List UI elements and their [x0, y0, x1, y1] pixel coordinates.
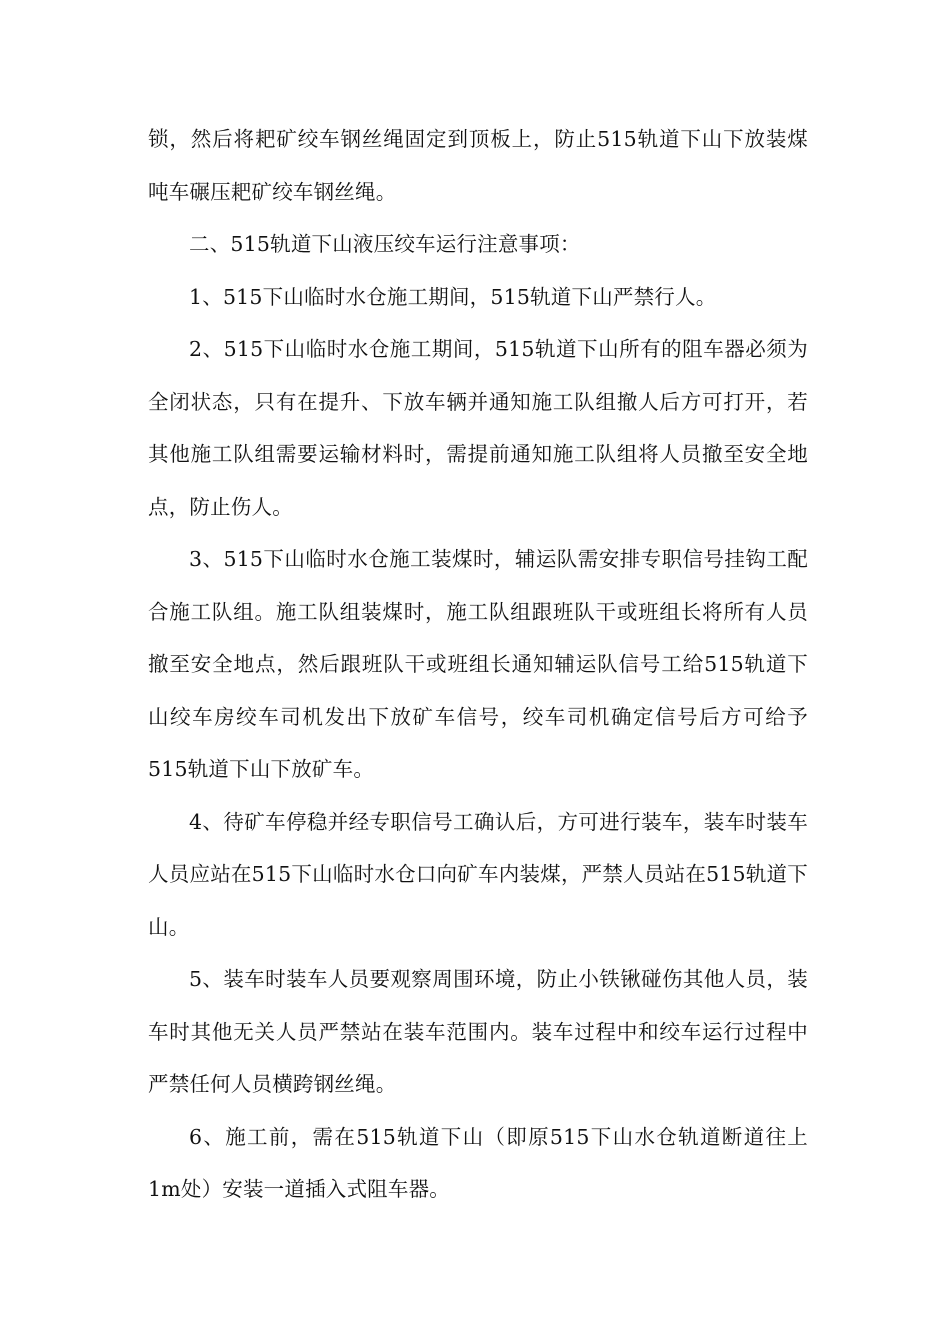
paragraph-item-4: 4、待矿车停稳并经专职信号工确认后，方可进行装车，装车时装车人员应站在515下山临时水仓口向矿车内装煤，严禁人员站在515轨道下山。	[148, 809, 808, 939]
paragraph-item-1: 1、515下山临时水仓施工期间，515轨道下山严禁行人。	[189, 284, 717, 309]
paragraph-continuation: 锁，然后将耙矿绞车钢丝绳固定到顶板上，防止515轨道下山下放装煤吨车碾压耙矿绞车钢丝绳。	[148, 127, 808, 204]
document-body	[148, 113, 808, 1216]
paragraph-item-2: 2、515下山临时水仓施工期间，515轨道下山所有的阻车器必须为全闭状态，只有在提升、下放车辆并通知施工队组撤人后方可打开，若其他施工队组需要运输材料时，需提前通知施工队组将人员撤至安全地点，防止伤人。	[148, 337, 808, 519]
paragraph-item-5: 5、装车时装车人员要观察周围环境，防止小铁锹碰伤其他人员，装车时其他无关人员严禁站在装车范围内。装车过程中和绞车运行过程中严禁任何人员横跨钢丝绳。	[148, 967, 808, 1096]
section-heading: 二、515轨道下山液压绞车运行注意事项：	[189, 232, 581, 256]
paragraph-item-3: 3、515下山临时水仓施工装煤时，辅运队需安排专职信号挂钩工配合施工队组。施工队组装煤时，施工队组跟班队干或班组长将所有人员撤至安全地点，然后跟班队干或班组长通知辅运队信号工给515轨道下山绞车房绞车司机发出下放矿车信号，绞车司机确定信号后方可给予515轨道下山下放矿车。	[148, 547, 808, 781]
paragraph-item-6: 6、施工前，需在515轨道下山（即原515下山水仓轨道断道往上1m处）安装一道插入式阻车器。	[148, 1124, 808, 1201]
